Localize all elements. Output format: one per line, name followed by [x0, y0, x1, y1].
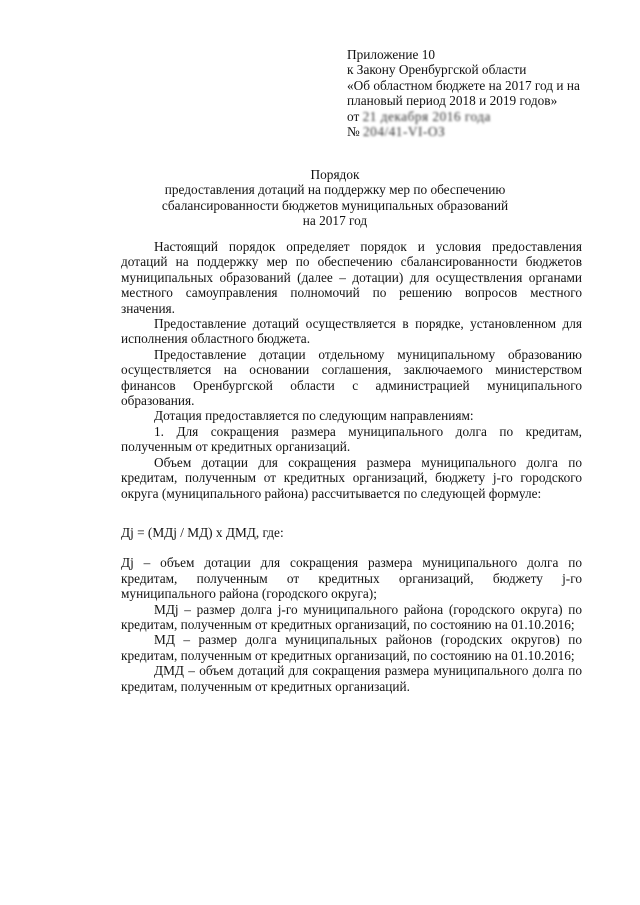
- appendix-number: Приложение 10: [347, 47, 435, 62]
- date-stamp: 21 декабря 2016 года: [362, 108, 491, 124]
- appendix-law-reference: к Закону Оренбургской области: [347, 62, 527, 78]
- definition-dmd: ДМД – объем дотаций для сокращения размера муниципального долга по кредитам, полученным от кредитных организаций.: [121, 663, 582, 694]
- number-stamp: 204/41-VI-ОЗ: [363, 124, 446, 140]
- formula: Дj = (МДj / МД) х ДМД, где:: [121, 524, 284, 540]
- paragraph-procedure: Предоставление дотаций осуществляется в порядке, установленном для исполнения областного бюджета.: [121, 316, 582, 347]
- document-title: [150, 167, 520, 229]
- document-body: [121, 239, 582, 694]
- title-line-3: сбалансированности бюджетов муниципальных образований: [161, 197, 509, 213]
- appendix-number-line: [347, 124, 607, 139]
- paragraph-agreement: Предоставление дотации отдельному муниципальному образованию осуществляется на основании соглашения, заключаемого министерством финансов Оренбургской области с администрацией муниципального образования.: [121, 346, 582, 409]
- definition-dj: Дj – объем дотации для сокращения размера муниципального долга по кредитам, полученным от кредитных организаций, бюджету j-го муниципального района (городского округа);: [121, 555, 582, 602]
- title-line-2: предоставления дотаций на поддержку мер по обеспечению: [164, 182, 506, 198]
- paragraph-direction-1: 1. Для сокращения размера муниципального долга по кредитам, полученным от кредитных организаций.: [121, 423, 582, 455]
- date-label: от: [347, 108, 360, 124]
- paragraph-formula-intro: Объем дотации для сокращения размера муниципального долга по кредитам, полученным от кредитных организаций, бюджету j-го городского округа (муниципального района) рассчитывается по следующей формуле:: [121, 454, 582, 501]
- title-line-1: Порядок: [310, 167, 360, 182]
- title-line-4: на 2017 год: [302, 213, 368, 229]
- number-label: №: [347, 124, 360, 140]
- definition-mdj: МДj – размер долга j-го муниципального района (городского округа) по кредитам, полученным от кредитных организаций, по состоянию на 01.10.2016;: [121, 601, 582, 632]
- paragraph-directions: Дотация предоставляется по следующим направлениям:: [154, 408, 474, 424]
- paragraph-purpose: Настоящий порядок определяет порядок и условия предоставления дотаций на поддержку мер по обеспечению сбалансированности бюджетов муниципальных образований (далее – дотации) для осуществления органами местного самоуправления полномочий по решению вопросов местного значения.: [121, 239, 582, 316]
- appendix-law-title-line1: «Об областном бюджете на 2017 год и на: [347, 77, 580, 93]
- appendix-header: [347, 47, 607, 139]
- definition-md: МД – размер долга муниципальных районов (городских округов) по кредитам, полученным от кредитных организаций, по состоянию на 01.10.2016;: [121, 632, 582, 663]
- appendix-date-line: [347, 109, 607, 124]
- appendix-law-title-line2: плановый период 2018 и 2019 годов»: [347, 93, 558, 109]
